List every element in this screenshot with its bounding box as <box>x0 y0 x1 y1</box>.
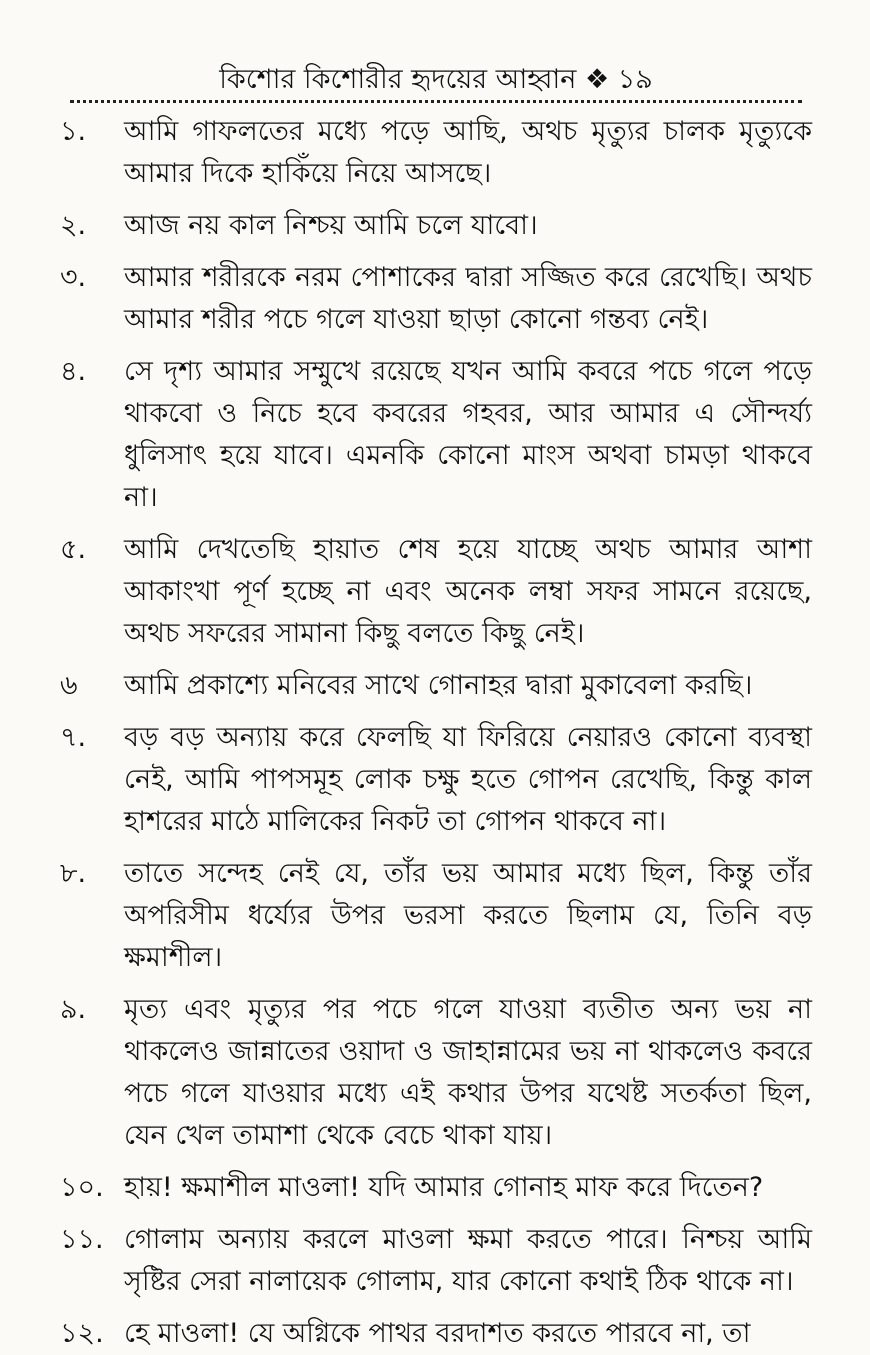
list-item <box>60 1313 812 1355</box>
numbered-list <box>60 111 812 1355</box>
item-text: আমার শরীরকে নরম পোশাকের দ্বারা সজ্জিত করে রেখেছি। অথচ আমার শরীর পচে গলে যাওয়া ছাড়া কোনো গন্তব্য নেই। <box>124 262 812 335</box>
item-number: ১২. <box>60 1318 104 1349</box>
list-item <box>60 665 812 707</box>
item-text: গোলাম অন্যায় করলে মাওলা ক্ষমা করতে পারে। নিশ্চয় আমি সৃষ্টির সেরা নালায়েক গোলাম, যার কোনো কথাই ঠিক থাকে না। <box>124 1224 812 1297</box>
item-number: ২. <box>60 210 87 241</box>
header-dotted-rule <box>70 100 802 103</box>
item-text: আমি দেখতেছি হায়াত শেষ হয়ে যাচ্ছে অথচ আমার আশা আকাংখা পূর্ণ হচ্ছে না এবং অনেক লম্বা সফর সামনে রয়েছে, অথচ সফরের সামানা কিছু বলতে কিছু নেই। <box>124 534 812 649</box>
list-item <box>60 529 812 655</box>
item-number: ৭. <box>60 722 87 753</box>
list-item <box>60 111 812 195</box>
item-number: ৮. <box>60 858 87 889</box>
item-number: ৯. <box>60 994 87 1025</box>
list-item <box>60 1167 812 1209</box>
item-text: তাতে সন্দেহ নেই যে, তাঁর ভয় আমার মধ্যে ছিল, কিন্তু তাঁর অপরিসীম ধর্য্যের উপর ভরসা করতে ছিলাম যে, তিনি বড় ক্ষমাশীল। <box>124 858 812 973</box>
item-text: মৃত্য এবং মৃত্যুর পর পচে গলে যাওয়া ব্যতীত অন্য ভয় না থাকলেও জান্নাতের ওয়াদা ও জাহান্নামের ভয় না থাকলেও কবরে পচে গলে যাওয়ার মধ্যে এই কথার উপর যথেষ্ট সতর্কতা ছিল, যেন খেল তামাশা থেকে বেচে থাকা যায়। <box>124 994 812 1151</box>
item-number: ৬ <box>60 670 78 701</box>
item-number: ১১. <box>60 1224 104 1255</box>
item-number: ১০. <box>60 1172 104 1203</box>
item-number: ৫. <box>60 534 87 565</box>
item-text: আমি গাফলতের মধ্যে পড়ে আছি, অথচ মৃত্যুর চালক মৃত্যুকে আমার দিকে হাকিঁয়ে নিয়ে আসছে। <box>124 116 812 189</box>
item-number: ১. <box>60 116 87 147</box>
list-item <box>60 1219 812 1303</box>
item-number: ৩. <box>60 262 87 293</box>
list-item <box>60 989 812 1157</box>
list-item <box>60 853 812 979</box>
item-text: সে দৃশ্য আমার সম্মুখে রয়েছে যখন আমি কবরে পচে গলে পড়ে থাকবো ও নিচে হবে কবরের গহবর, আর আমার এ সৌন্দর্য্য ধুলিসাৎ হয়ে যাবে। এমনকি কোনো মাংস অথবা চামড়া থাকবে না। <box>124 356 812 513</box>
list-item <box>60 717 812 843</box>
item-text: আজ নয় কাল নিশ্চয় আমি চলে যাবো। <box>124 210 538 241</box>
list-item <box>60 257 812 341</box>
item-text: হে মাওলা! যে অগ্নিকে পাথর বরদাশত করতে পারবে না, তা <box>124 1318 751 1349</box>
item-text: বড় বড় অন্যায় করে ফেলছি যা ফিরিয়ে নেয়ারও কোনো ব্যবস্থা নেই, আমি পাপসমূহ লোক চক্ষু হতে গোপন রেখেছি, কিন্তু কাল হাশরের মাঠে মালিকের নিকট তা গোপন থাকবে না। <box>124 722 812 837</box>
list-item <box>60 351 812 519</box>
item-text: হায়! ক্ষমাশীল মাওলা! যদি আমার গোনাহ মাফ করে দিতেন? <box>124 1172 764 1203</box>
item-text: আমি প্রকাশ্যে মনিবের সাথে গোনাহর দ্বারা মুকাবেলা করছি। <box>124 670 753 701</box>
running-header: কিশোর কিশোরীর হৃদয়ের আহ্বান ❖ ১৯ <box>219 64 653 95</box>
item-number: ৪. <box>60 356 87 387</box>
list-item <box>60 205 812 247</box>
